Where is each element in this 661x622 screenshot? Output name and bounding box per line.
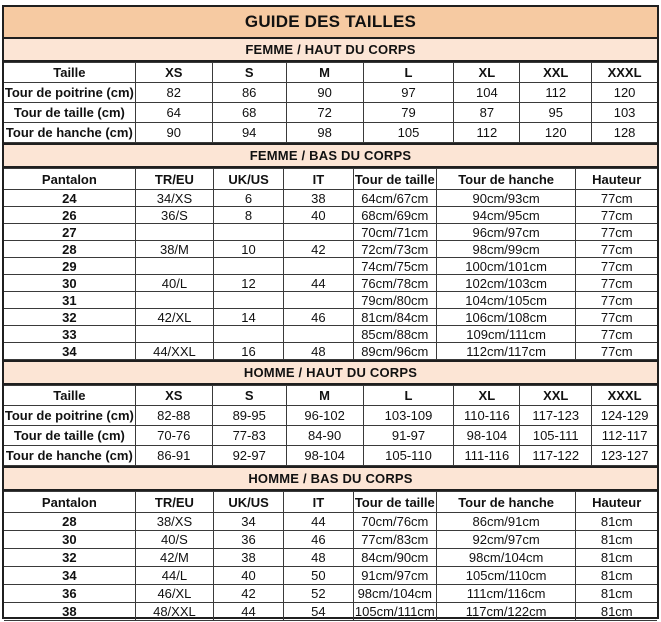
header-row: [4, 63, 657, 83]
cell: 44: [283, 275, 353, 292]
cell: 104cm/105cm: [436, 292, 576, 309]
cell: 105-111: [520, 426, 592, 446]
table-row: [4, 513, 657, 531]
cell: 76cm/78cm: [353, 275, 436, 292]
cell: 117-122: [520, 446, 592, 466]
row-label: 26: [4, 207, 135, 224]
cell: 77cm: [576, 343, 657, 360]
column-header: Taille: [4, 63, 135, 83]
table-row: [4, 549, 657, 567]
cell: 90: [135, 123, 212, 143]
cell: [135, 326, 213, 343]
cell: 100cm/101cm: [436, 258, 576, 275]
cell: 68: [212, 103, 286, 123]
table-row: [4, 406, 657, 426]
cell: 117-123: [520, 406, 592, 426]
cell: [214, 326, 284, 343]
cell: 34: [214, 513, 284, 531]
table-row: [4, 241, 657, 258]
cell: 44: [283, 513, 353, 531]
cell: 52: [283, 585, 353, 603]
cell: 91-97: [363, 426, 454, 446]
column-header: Hauteur: [576, 169, 657, 190]
column-header: XXL: [520, 63, 592, 83]
cell: 86: [212, 83, 286, 103]
column-header: UK/US: [214, 169, 284, 190]
section-band-homme-bas: HOMME / BAS DU CORPS: [4, 466, 657, 491]
cell: 109cm/111cm: [436, 326, 576, 343]
cell: 98cm/99cm: [436, 241, 576, 258]
cell: 112: [454, 123, 520, 143]
cell: 42: [214, 585, 284, 603]
table-row: [4, 275, 657, 292]
column-header: XXL: [520, 386, 592, 406]
cell: 77-83: [212, 426, 286, 446]
column-header: Tour de hanche: [436, 492, 576, 513]
cell: 79: [363, 103, 454, 123]
row-label: 32: [4, 309, 135, 326]
cell: 44/XXL: [135, 343, 213, 360]
cell: 105-110: [363, 446, 454, 466]
cell: 74cm/75cm: [353, 258, 436, 275]
row-label: 30: [4, 275, 135, 292]
cell: 36: [214, 531, 284, 549]
table-row: [4, 190, 657, 207]
size-table-homme-haut: [4, 385, 657, 466]
table-row: [4, 309, 657, 326]
cell: 85cm/88cm: [353, 326, 436, 343]
cell: 112-117: [592, 426, 657, 446]
table-row: [4, 103, 657, 123]
cell: 102cm/103cm: [436, 275, 576, 292]
cell: 77cm: [576, 292, 657, 309]
cell: 46/XL: [135, 585, 213, 603]
column-header: Tour de taille: [353, 492, 436, 513]
cell: 98-104: [286, 446, 363, 466]
cell: 46: [283, 309, 353, 326]
column-header: XS: [135, 386, 212, 406]
header-row: [4, 386, 657, 406]
cell: 91cm/97cm: [353, 567, 436, 585]
column-header: TR/EU: [135, 169, 213, 190]
cell: 16: [214, 343, 284, 360]
cell: 10: [214, 241, 284, 258]
row-label: Tour de poitrine (cm): [4, 83, 135, 103]
cell: 120: [592, 83, 657, 103]
row-label: Tour de taille (cm): [4, 103, 135, 123]
page-title: GUIDE DES TAILLES: [4, 7, 657, 37]
cell: 123-127: [592, 446, 657, 466]
row-label: 24: [4, 190, 135, 207]
cell: 77cm: [576, 275, 657, 292]
cell: 79cm/80cm: [353, 292, 436, 309]
cell: 92-97: [212, 446, 286, 466]
cell: 90: [286, 83, 363, 103]
cell: 36/S: [135, 207, 213, 224]
cell: 86cm/91cm: [436, 513, 576, 531]
cell: 81cm: [576, 513, 657, 531]
cell: 98cm/104cm: [353, 585, 436, 603]
table-row: [4, 123, 657, 143]
column-header: M: [286, 386, 363, 406]
cell: 81cm: [576, 567, 657, 585]
column-header: S: [212, 386, 286, 406]
cell: 38/XS: [135, 513, 213, 531]
cell: [283, 326, 353, 343]
header-row: [4, 492, 657, 513]
cell: 120: [520, 123, 592, 143]
cell: 72: [286, 103, 363, 123]
column-header: M: [286, 63, 363, 83]
cell: 81cm: [576, 531, 657, 549]
pants-table-homme-bas: [4, 491, 657, 621]
cell: 70cm/71cm: [353, 224, 436, 241]
row-label: Tour de hanche (cm): [4, 446, 135, 466]
cell: 112cm/117cm: [436, 343, 576, 360]
cell: 70cm/76cm: [353, 513, 436, 531]
table-row: [4, 326, 657, 343]
cell: 84-90: [286, 426, 363, 446]
cell: 77cm: [576, 190, 657, 207]
cell: 44/L: [135, 567, 213, 585]
cell: 77cm: [576, 309, 657, 326]
column-header: XXXL: [592, 63, 657, 83]
cell: [214, 292, 284, 309]
row-label: 27: [4, 224, 135, 241]
cell: 105: [363, 123, 454, 143]
cell: 72cm/73cm: [353, 241, 436, 258]
cell: 96cm/97cm: [436, 224, 576, 241]
cell: 84cm/90cm: [353, 549, 436, 567]
column-header: TR/EU: [135, 492, 213, 513]
cell: [135, 292, 213, 309]
cell: [214, 224, 284, 241]
cell: 111cm/116cm: [436, 585, 576, 603]
cell: 64: [135, 103, 212, 123]
pants-table-femme-bas: [4, 168, 657, 360]
size-guide-table: [2, 5, 659, 619]
cell: 40: [214, 567, 284, 585]
cell: [135, 224, 213, 241]
column-header: UK/US: [214, 492, 284, 513]
cell: 77cm: [576, 207, 657, 224]
cell: [214, 258, 284, 275]
column-header: Tour de taille: [353, 169, 436, 190]
table-row: [4, 292, 657, 309]
cell: 82: [135, 83, 212, 103]
size-table-femme-haut: [4, 62, 657, 143]
table-row: [4, 531, 657, 549]
cell: 77cm/83cm: [353, 531, 436, 549]
row-label: 28: [4, 241, 135, 258]
cell: 112: [520, 83, 592, 103]
cell: 6: [214, 190, 284, 207]
cell: 8: [214, 207, 284, 224]
cell: 124-129: [592, 406, 657, 426]
cell: 98cm/104cm: [436, 549, 576, 567]
cell: 12: [214, 275, 284, 292]
cell: 96-102: [286, 406, 363, 426]
cell: 86-91: [135, 446, 212, 466]
column-header: L: [363, 386, 454, 406]
row-label: 34: [4, 567, 135, 585]
cell: 81cm: [576, 585, 657, 603]
section-band-femme-haut: FEMME / HAUT DU CORPS: [4, 37, 657, 62]
table-row: [4, 343, 657, 360]
cell: 95: [520, 103, 592, 123]
cell: 48: [283, 343, 353, 360]
cell: [283, 224, 353, 241]
cell: 46: [283, 531, 353, 549]
cell: 81cm: [576, 603, 657, 621]
cell: 70-76: [135, 426, 212, 446]
cell: 97: [363, 83, 454, 103]
cell: 77cm: [576, 224, 657, 241]
table-row: [4, 224, 657, 241]
cell: [283, 292, 353, 309]
cell: 38: [283, 190, 353, 207]
cell: 42/M: [135, 549, 213, 567]
column-header: XS: [135, 63, 212, 83]
section-band-homme-haut: HOMME / HAUT DU CORPS: [4, 360, 657, 385]
cell: 44: [214, 603, 284, 621]
cell: 128: [592, 123, 657, 143]
cell: 68cm/69cm: [353, 207, 436, 224]
table-row: [4, 446, 657, 466]
column-header: Pantalon: [4, 169, 135, 190]
cell: 77cm: [576, 326, 657, 343]
column-header: XXXL: [592, 386, 657, 406]
cell: 111-116: [454, 446, 520, 466]
column-header: IT: [283, 492, 353, 513]
cell: 103-109: [363, 406, 454, 426]
table-row: [4, 585, 657, 603]
cell: 38/M: [135, 241, 213, 258]
cell: 90cm/93cm: [436, 190, 576, 207]
cell: 77cm: [576, 258, 657, 275]
cell: 87: [454, 103, 520, 123]
section-band-femme-bas: FEMME / BAS DU CORPS: [4, 143, 657, 168]
cell: 81cm: [576, 549, 657, 567]
cell: 89cm/96cm: [353, 343, 436, 360]
column-header: L: [363, 63, 454, 83]
cell: 104: [454, 83, 520, 103]
column-header: XL: [454, 63, 520, 83]
cell: 34/XS: [135, 190, 213, 207]
table-row: [4, 603, 657, 621]
column-header: S: [212, 63, 286, 83]
column-header: Hauteur: [576, 492, 657, 513]
cell: 103: [592, 103, 657, 123]
row-label: Tour de hanche (cm): [4, 123, 135, 143]
cell: [283, 258, 353, 275]
column-header: XL: [454, 386, 520, 406]
cell: 82-88: [135, 406, 212, 426]
cell: 92cm/97cm: [436, 531, 576, 549]
row-label: 29: [4, 258, 135, 275]
row-label: 30: [4, 531, 135, 549]
table-row: [4, 567, 657, 585]
row-label: 38: [4, 603, 135, 621]
row-label: 28: [4, 513, 135, 531]
row-label: 33: [4, 326, 135, 343]
cell: 64cm/67cm: [353, 190, 436, 207]
column-header: Taille: [4, 386, 135, 406]
row-label: 32: [4, 549, 135, 567]
row-label: Tour de poitrine (cm): [4, 406, 135, 426]
cell: 50: [283, 567, 353, 585]
cell: 40/L: [135, 275, 213, 292]
cell: 81cm/84cm: [353, 309, 436, 326]
table-row: [4, 258, 657, 275]
table-row: [4, 426, 657, 446]
column-header: Pantalon: [4, 492, 135, 513]
cell: 94: [212, 123, 286, 143]
cell: 54: [283, 603, 353, 621]
cell: 40: [283, 207, 353, 224]
cell: 98-104: [454, 426, 520, 446]
header-row: [4, 169, 657, 190]
cell: 110-116: [454, 406, 520, 426]
cell: 98: [286, 123, 363, 143]
table-row: [4, 207, 657, 224]
cell: [135, 258, 213, 275]
cell: 14: [214, 309, 284, 326]
cell: 89-95: [212, 406, 286, 426]
cell: 117cm/122cm: [436, 603, 576, 621]
cell: 94cm/95cm: [436, 207, 576, 224]
cell: 105cm/111cm: [354, 604, 435, 619]
cell: 77cm: [576, 241, 657, 258]
row-label: 31: [4, 292, 135, 309]
cell: 48: [283, 549, 353, 567]
table-row: [4, 83, 657, 103]
row-label: 36: [4, 585, 135, 603]
cell: 40/S: [135, 531, 213, 549]
cell: 106cm/108cm: [436, 309, 576, 326]
column-header: Tour de hanche: [436, 169, 576, 190]
row-label: 34: [4, 343, 135, 360]
cell: 38: [214, 549, 284, 567]
column-header: IT: [283, 169, 353, 190]
cell: 48/XXL: [135, 603, 213, 621]
cell: 105cm/110cm: [436, 567, 576, 585]
cell: 42: [283, 241, 353, 258]
row-label: Tour de taille (cm): [4, 426, 135, 446]
cell: 42/XL: [135, 309, 213, 326]
